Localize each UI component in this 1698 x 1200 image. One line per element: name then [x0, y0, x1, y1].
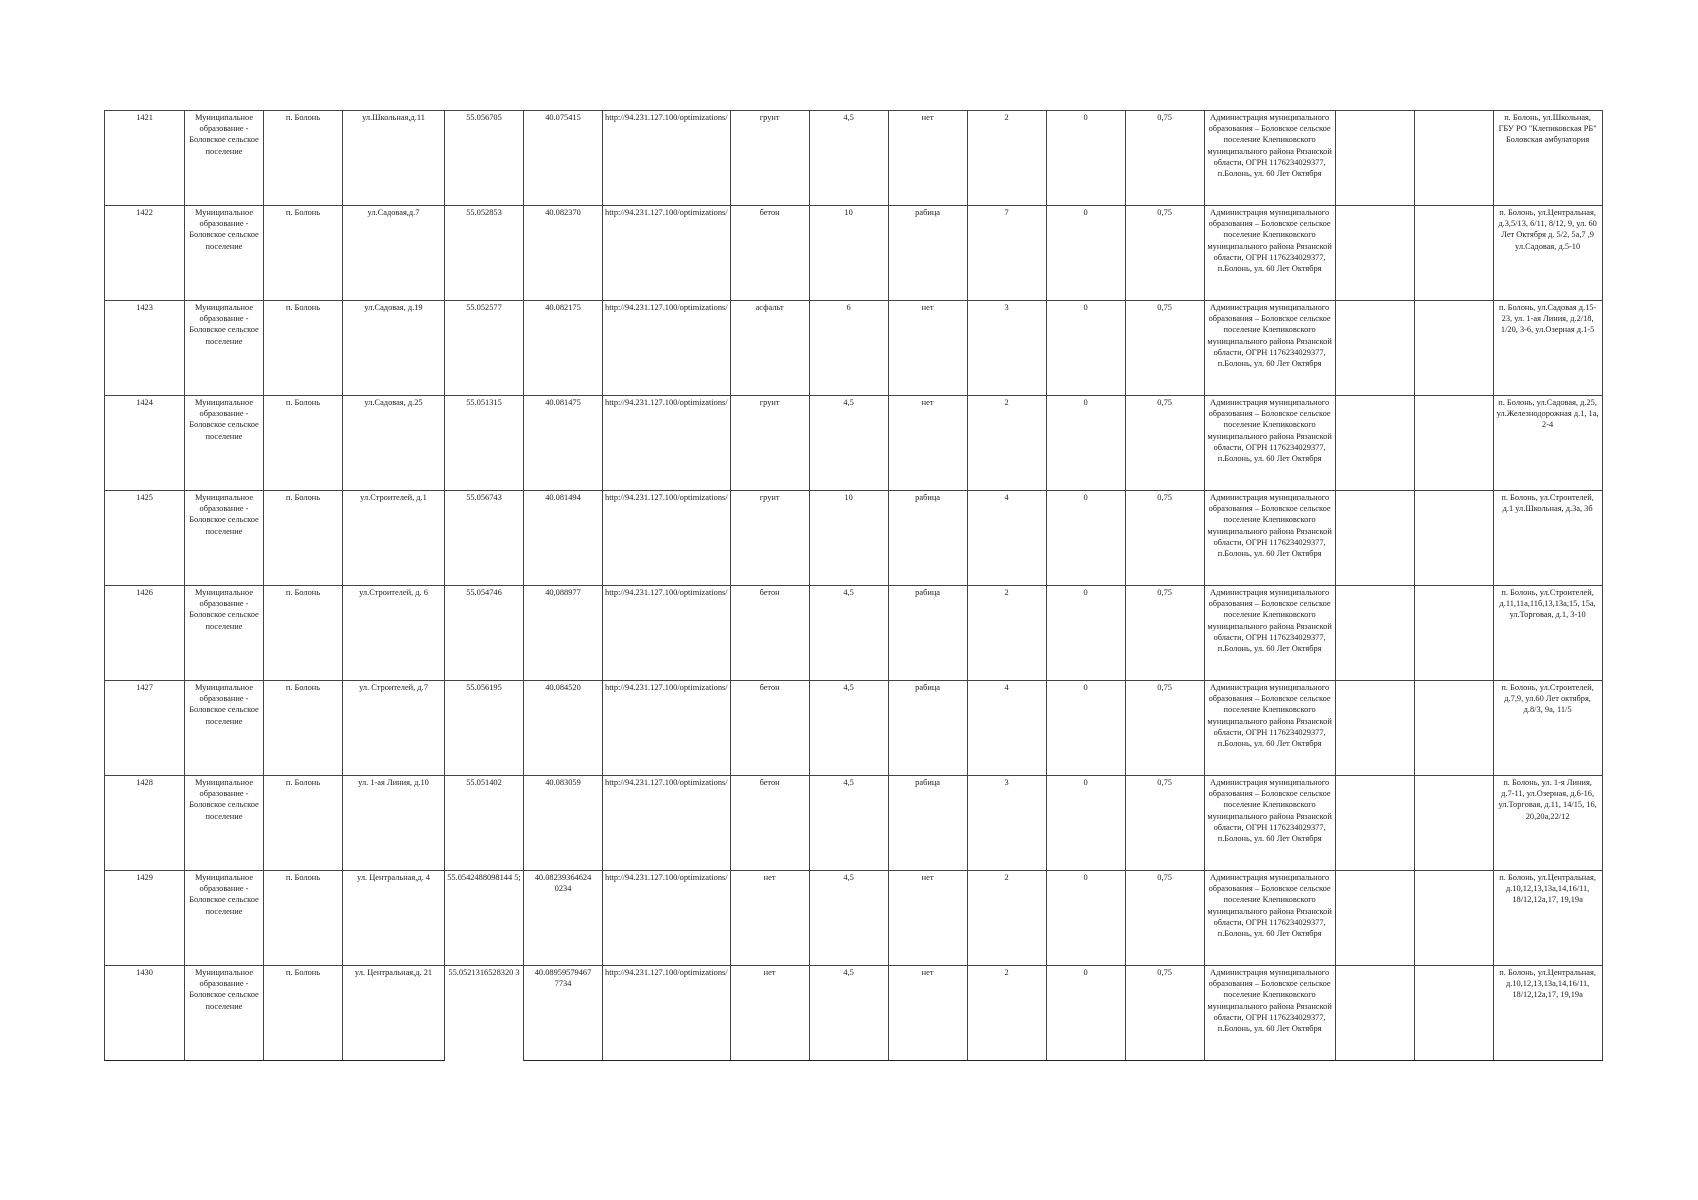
- surface-cell: бетон: [730, 681, 809, 776]
- settlement-cell: п. Болонь: [264, 871, 343, 966]
- map-link-cell[interactable]: http://94.231.127.100/optimizations/: [603, 776, 731, 871]
- area-cell: 4,5: [809, 871, 888, 966]
- empty-cell-2: [1414, 301, 1493, 396]
- longitude-cell: 40.081494: [524, 491, 603, 586]
- empty-cell-2: [1414, 206, 1493, 301]
- area-cell: 6: [809, 301, 888, 396]
- settlement-cell: п. Болонь: [264, 111, 343, 206]
- surface-cell: нет: [730, 966, 809, 1061]
- address-cell: ул. Строителей, д.7: [343, 681, 445, 776]
- address-cell: ул.Строителей, д.1: [343, 491, 445, 586]
- fence-cell: нет: [888, 111, 967, 206]
- latitude-cell: 55.054746: [445, 586, 524, 681]
- municipality-cell: Муниципальное образование - Боловское сельское поселение: [185, 681, 264, 776]
- surface-cell: бетон: [730, 776, 809, 871]
- waste-sources-cell: п. Болонь, ул.Садовая д.15-23, ул. 1-ая Линия, д.2/18, 1/20, 3-6, ул.Озерная д.1-5: [1493, 301, 1602, 396]
- table-row: [105, 396, 1603, 491]
- owner-cell: Администрация муниципального образования – Боловское сельское поселение Клепиковского муниципального района Рязанской области, ОГРН 1176234029377, п.Болонь, ул. 60 Лет Октября: [1204, 586, 1335, 681]
- waste-sources-cell: п. Болонь, ул. 1-я Линия, д.7-11, ул.Озерная, д.6-16, ул.Торговая, д.11, 14/15, 16, 20,20а,22/12: [1493, 776, 1602, 871]
- settlement-cell: п. Болонь: [264, 301, 343, 396]
- area-cell: 4,5: [809, 776, 888, 871]
- empty-cell-1: [1335, 871, 1414, 966]
- area-cell: 4,5: [809, 111, 888, 206]
- surface-cell: нет: [730, 871, 809, 966]
- row-number: 1421: [105, 111, 185, 206]
- volume-cell: 0,75: [1125, 681, 1204, 776]
- bunker-count-cell: 0: [1046, 681, 1125, 776]
- table-row: [105, 871, 1603, 966]
- map-link-cell[interactable]: http://94.231.127.100/optimizations/: [603, 586, 731, 681]
- latitude-cell: 55.056705: [445, 111, 524, 206]
- address-cell: ул. 1-ая Линия, д.10: [343, 776, 445, 871]
- surface-cell: асфальт: [730, 301, 809, 396]
- surface-cell: бетон: [730, 206, 809, 301]
- bunker-count-cell: 0: [1046, 776, 1125, 871]
- longitude-cell: 40.082370: [524, 206, 603, 301]
- waste-sources-cell: п. Болонь, ул.Центральная, д.3,5/13, 6/11, 8/12, 9, ул. 60 Лет Октября д. 5/2, 5а,7 ,9 ул.Садовая, д.5-10: [1493, 206, 1602, 301]
- empty-cell-1: [1335, 586, 1414, 681]
- surface-cell: бетон: [730, 586, 809, 681]
- owner-cell: Администрация муниципального образования – Боловское сельское поселение Клепиковского муниципального района Рязанской области, ОГРН 1176234029377, п.Болонь, ул. 60 Лет Октября: [1204, 966, 1335, 1061]
- waste-sources-cell: п. Болонь, ул.Строителей, д.7,9, ул.60 Лет октября, д.8/3, 9а, 11/5: [1493, 681, 1602, 776]
- settlement-cell: п. Болонь: [264, 966, 343, 1061]
- municipality-cell: Муниципальное образование - Боловское сельское поселение: [185, 301, 264, 396]
- longitude-cell: 40.08239364624 0234: [524, 871, 603, 966]
- row-number: 1428: [105, 776, 185, 871]
- empty-cell-1: [1335, 301, 1414, 396]
- bunker-count-cell: 0: [1046, 966, 1125, 1061]
- owner-cell: Администрация муниципального образования – Боловское сельское поселение Клепиковского муниципального района Рязанской области, ОГРН 1176234029377, п.Болонь, ул. 60 Лет Октября: [1204, 301, 1335, 396]
- empty-cell-2: [1414, 491, 1493, 586]
- municipality-cell: Муниципальное образование - Боловское сельское поселение: [185, 776, 264, 871]
- bunker-count-cell: 0: [1046, 206, 1125, 301]
- latitude-cell: 55.052853: [445, 206, 524, 301]
- settlement-cell: п. Болонь: [264, 681, 343, 776]
- map-link-cell[interactable]: http://94.231.127.100/optimizations/: [603, 681, 731, 776]
- bunker-count-cell: 0: [1046, 491, 1125, 586]
- empty-cell-1: [1335, 776, 1414, 871]
- area-cell: 4,5: [809, 396, 888, 491]
- bunker-count-cell: 0: [1046, 586, 1125, 681]
- latitude-cell: 55.056743: [445, 491, 524, 586]
- area-cell: 4,5: [809, 966, 888, 1061]
- owner-cell: Администрация муниципального образования – Боловское сельское поселение Клепиковского муниципального района Рязанской области, ОГРН 1176234029377, п.Болонь, ул. 60 Лет Октября: [1204, 776, 1335, 871]
- municipality-cell: Муниципальное образование - Боловское сельское поселение: [185, 206, 264, 301]
- row-number: 1426: [105, 586, 185, 681]
- longitude-cell: 40.08959579467 7734: [524, 966, 603, 1061]
- volume-cell: 0,75: [1125, 966, 1204, 1061]
- latitude-cell: 55.0542488098144 5;: [445, 871, 524, 966]
- empty-cell-1: [1335, 491, 1414, 586]
- longitude-cell: 40.081475: [524, 396, 603, 491]
- bunker-count-cell: 0: [1046, 111, 1125, 206]
- latitude-cell: 55.051402: [445, 776, 524, 871]
- municipality-cell: Муниципальное образование - Боловское сельское поселение: [185, 966, 264, 1061]
- owner-cell: Администрация муниципального образования – Боловское сельское поселение Клепиковского муниципального района Рязанской области, ОГРН 1176234029377, п.Болонь, ул. 60 Лет Октября: [1204, 206, 1335, 301]
- containers-count-cell: 4: [967, 681, 1046, 776]
- waste-sources-cell: п. Болонь, ул.Строителей, д.1 ул.Школьная, д.3а, 3б: [1493, 491, 1602, 586]
- settlement-cell: п. Болонь: [264, 491, 343, 586]
- longitude-cell: 40,088977: [524, 586, 603, 681]
- row-number: 1424: [105, 396, 185, 491]
- latitude-cell: 55.051315: [445, 396, 524, 491]
- waste-sources-cell: п. Болонь, ул.Садовая, д.25, ул.Железнодорожная д.1, 1а, 2-4: [1493, 396, 1602, 491]
- row-number: 1430: [105, 966, 185, 1061]
- fence-cell: рабица: [888, 586, 967, 681]
- surface-cell: грунт: [730, 491, 809, 586]
- settlement-cell: п. Болонь: [264, 776, 343, 871]
- containers-count-cell: 2: [967, 966, 1046, 1061]
- empty-cell-1: [1335, 396, 1414, 491]
- latitude-cell: 55.056195: [445, 681, 524, 776]
- area-cell: 4,5: [809, 681, 888, 776]
- map-link-cell[interactable]: http://94.231.127.100/optimizations/: [603, 396, 731, 491]
- containers-count-cell: 7: [967, 206, 1046, 301]
- fence-cell: рабица: [888, 491, 967, 586]
- volume-cell: 0,75: [1125, 871, 1204, 966]
- bunker-count-cell: 0: [1046, 871, 1125, 966]
- map-link-cell[interactable]: http://94.231.127.100/optimizations/: [603, 491, 731, 586]
- volume-cell: 0,75: [1125, 776, 1204, 871]
- table-row: [105, 491, 1603, 586]
- empty-cell-1: [1335, 681, 1414, 776]
- table-row: [105, 966, 1603, 1061]
- latitude-cell: 55.0521316528320 3: [445, 966, 524, 1061]
- longitude-cell: 40.083059: [524, 776, 603, 871]
- volume-cell: 0,75: [1125, 111, 1204, 206]
- fence-cell: рабица: [888, 206, 967, 301]
- containers-count-cell: 2: [967, 396, 1046, 491]
- empty-cell-1: [1335, 966, 1414, 1061]
- owner-cell: Администрация муниципального образования – Боловское сельское поселение Клепиковского муниципального района Рязанской области, ОГРН 1176234029377, п.Болонь, ул. 60 Лет Октября: [1204, 871, 1335, 966]
- row-number: 1423: [105, 301, 185, 396]
- volume-cell: 0,75: [1125, 301, 1204, 396]
- empty-cell-2: [1414, 776, 1493, 871]
- latitude-cell: 55.052577: [445, 301, 524, 396]
- empty-cell-2: [1414, 966, 1493, 1061]
- address-cell: ул.Школьная,д.11: [343, 111, 445, 206]
- containers-count-cell: 3: [967, 776, 1046, 871]
- row-number: 1427: [105, 681, 185, 776]
- address-cell: ул. Центральная,д. 4: [343, 871, 445, 966]
- area-cell: 10: [809, 206, 888, 301]
- longitude-cell: 40.084520: [524, 681, 603, 776]
- address-cell: ул.Садовая, д.25: [343, 396, 445, 491]
- volume-cell: 0,75: [1125, 491, 1204, 586]
- owner-cell: Администрация муниципального образования – Боловское сельское поселение Клепиковского муниципального района Рязанской области, ОГРН 1176234029377, п.Болонь, ул. 60 Лет Октября: [1204, 111, 1335, 206]
- fence-cell: рабица: [888, 776, 967, 871]
- municipality-cell: Муниципальное образование - Боловское сельское поселение: [185, 586, 264, 681]
- municipality-cell: Муниципальное образование - Боловское сельское поселение: [185, 111, 264, 206]
- table-row: [105, 301, 1603, 396]
- row-number: 1422: [105, 206, 185, 301]
- containers-count-cell: 4: [967, 491, 1046, 586]
- map-link-cell[interactable]: http://94.231.127.100/optimizations/: [603, 871, 731, 966]
- longitude-cell: 40.082175: [524, 301, 603, 396]
- row-number: 1429: [105, 871, 185, 966]
- table-row: [105, 681, 1603, 776]
- fence-cell: нет: [888, 966, 967, 1061]
- longitude-cell: 40.075415: [524, 111, 603, 206]
- waste-sites-table: [104, 110, 1603, 1061]
- empty-cell-2: [1414, 111, 1493, 206]
- address-cell: ул.Садовая,д.7: [343, 206, 445, 301]
- map-link-cell[interactable]: http://94.231.127.100/optimizations/: [603, 301, 731, 396]
- surface-cell: грунт: [730, 396, 809, 491]
- empty-cell-1: [1335, 111, 1414, 206]
- fence-cell: рабица: [888, 681, 967, 776]
- empty-cell-2: [1414, 681, 1493, 776]
- waste-sources-cell: п. Болонь, ул.Строителей, д.11,11а,11б,13,13а,15, 15а, ул.Торговая, д.1, 3-10: [1493, 586, 1602, 681]
- map-link-cell[interactable]: http://94.231.127.100/optimizations/: [603, 966, 731, 1061]
- volume-cell: 0,75: [1125, 586, 1204, 681]
- table-row: [105, 776, 1603, 871]
- municipality-cell: Муниципальное образование - Боловское сельское поселение: [185, 396, 264, 491]
- table-row: [105, 111, 1603, 206]
- row-number: 1425: [105, 491, 185, 586]
- fence-cell: нет: [888, 301, 967, 396]
- volume-cell: 0,75: [1125, 206, 1204, 301]
- containers-count-cell: 3: [967, 301, 1046, 396]
- owner-cell: Администрация муниципального образования – Боловское сельское поселение Клепиковского муниципального района Рязанской области, ОГРН 1176234029377, п.Болонь, ул. 60 Лет Октября: [1204, 396, 1335, 491]
- containers-count-cell: 2: [967, 111, 1046, 206]
- owner-cell: Администрация муниципального образования – Боловское сельское поселение Клепиковского муниципального района Рязанской области, ОГРН 1176234029377, п.Болонь, ул. 60 Лет Октября: [1204, 681, 1335, 776]
- area-cell: 4,5: [809, 586, 888, 681]
- map-link-cell[interactable]: http://94.231.127.100/optimizations/: [603, 206, 731, 301]
- address-cell: ул.Садовая, д.19: [343, 301, 445, 396]
- fence-cell: нет: [888, 396, 967, 491]
- owner-cell: Администрация муниципального образования – Боловское сельское поселение Клепиковского муниципального района Рязанской области, ОГРН 1176234029377, п.Болонь, ул. 60 Лет Октября: [1204, 491, 1335, 586]
- empty-cell-1: [1335, 206, 1414, 301]
- containers-count-cell: 2: [967, 586, 1046, 681]
- volume-cell: 0,75: [1125, 396, 1204, 491]
- address-cell: ул. Центральная,д. 21: [343, 966, 445, 1061]
- settlement-cell: п. Болонь: [264, 206, 343, 301]
- address-cell: ул.Строителей, д. 6: [343, 586, 445, 681]
- waste-sources-cell: п. Болонь, ул.Центральная, д.10,12,13,13а,14,16/11, 18/12,12а,17, 19,19а: [1493, 966, 1602, 1061]
- settlement-cell: п. Болонь: [264, 586, 343, 681]
- table-row: [105, 586, 1603, 681]
- surface-cell: грунт: [730, 111, 809, 206]
- table-row: [105, 206, 1603, 301]
- waste-sources-cell: п. Болонь, ул.Школьная, ГБУ РО "Клепиковская РБ" Боловская амбулатория: [1493, 111, 1602, 206]
- empty-cell-2: [1414, 871, 1493, 966]
- containers-count-cell: 2: [967, 871, 1046, 966]
- fence-cell: нет: [888, 871, 967, 966]
- municipality-cell: Муниципальное образование - Боловское сельское поселение: [185, 871, 264, 966]
- empty-cell-2: [1414, 396, 1493, 491]
- bunker-count-cell: 0: [1046, 301, 1125, 396]
- municipality-cell: Муниципальное образование - Боловское сельское поселение: [185, 491, 264, 586]
- empty-cell-2: [1414, 586, 1493, 681]
- bunker-count-cell: 0: [1046, 396, 1125, 491]
- settlement-cell: п. Болонь: [264, 396, 343, 491]
- map-link-cell[interactable]: http://94.231.127.100/optimizations/: [603, 111, 731, 206]
- waste-sources-cell: п. Болонь, ул.Центральная, д.10,12,13,13а,14,16/11, 18/12,12а,17, 19,19а: [1493, 871, 1602, 966]
- area-cell: 10: [809, 491, 888, 586]
